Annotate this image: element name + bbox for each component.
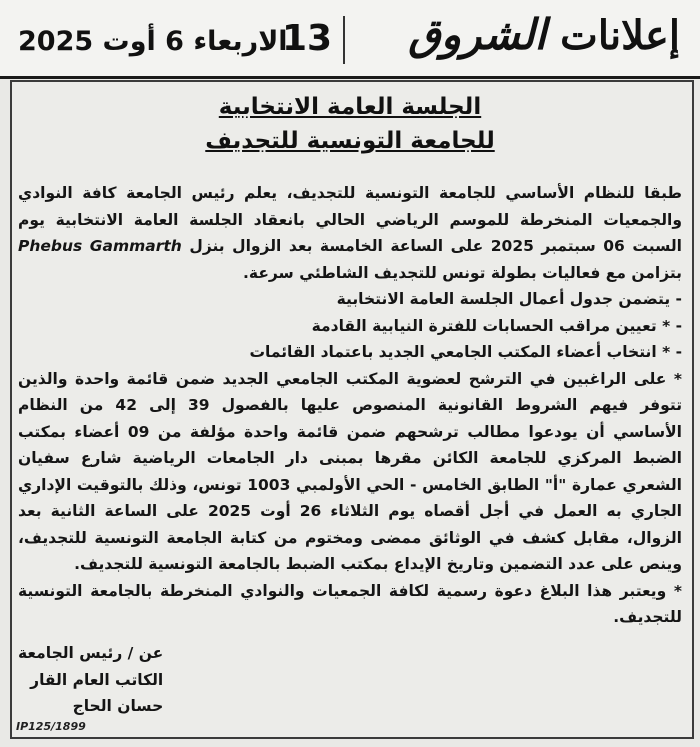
signature-name: حسان الحاج bbox=[72, 697, 164, 715]
venue-name: Phebus Gammarth bbox=[18, 237, 182, 255]
notice-title-line1: الجلسة العامة الانتخابية bbox=[218, 94, 482, 120]
notice-paragraph-3: * ويعتبر هذا البلاغ دعوة رسمية لكافة الجمعيات والنوادي المنخرطة بالجامعة التونسية للتجديف. bbox=[18, 581, 682, 626]
ad-reference: IP125/1899 bbox=[16, 720, 86, 733]
agenda-item: - * تعيين مراقب الحسابات للفترة النيابية القادمة bbox=[311, 316, 682, 335]
header-divider bbox=[343, 16, 345, 64]
notice-paragraph-2: * على الراغبين في الترشح لعضوية المكتب الجامعي الجديد ضمن قائمة واحدة والذين تتوفر فيهم الشروط القانونية المنصوص عليها بالفصول 39 إلى 42 من النظام الأساسي أن يودعوا مطالب ترشحهم ضمن قائمة واحدة مؤلفة من 09 أعضاء بمكتب الضبط المركزي للجامعة الكائن مقرها بمبنى دار الجامعات الرياضية شارع سفيان الشعري عمارة "أ" الطابق الخامس - الحي الأولمبي 1003 تونس، وذلك بالتوقيت الإداري الجاري به العمل في أجل أقصاه يوم الثلاثاء 26 أوت 2025 على الساعة الثانية بعد الزوال، مقابل كشف في الوثائق ممضى ومختوم من كتابة الجامعة التونسية للتجديف، وينص على عدد التضمين وتاريخ الإيداع بمكتب الضبط بالجامعة التونسية للتجديف. bbox=[18, 369, 683, 573]
page-number: 13 bbox=[282, 18, 333, 59]
agenda-item: - * انتخاب أعضاء المكتب الجامعي الجديد باعتماد القائمات bbox=[249, 343, 682, 361]
signature-block bbox=[18, 640, 163, 720]
issue-date: الاربعاء 6 أوت 2025 bbox=[18, 26, 288, 57]
signature-line: الكاتب العام القار bbox=[30, 670, 164, 689]
notice-paragraph-1: طبقا للنظام الأساسي للجامعة التونسية للتجديف، يعلم رئيس الجامعة كافة النوادي والجمعيات المنخرطة للموسم الرياضي الحالي بانعقاد الجلسة العامة الانتخابية يوم السبت 06 سبتمبر 2025 على الساعة الخامسة بعد الزوال بنزل Phebus Gammarth بتزامن مع فعاليات بطولة تونس للتجديف الشاطئي سرعة. bbox=[18, 184, 682, 282]
agenda-item: - يتضمن جدول أعمال الجلسة العامة الانتخابية bbox=[336, 290, 682, 308]
notice-title bbox=[0, 90, 700, 158]
section-label: إعلانات bbox=[560, 12, 680, 59]
section-title bbox=[400, 10, 680, 59]
notice-title-line2: للجامعة التونسية للتجديف bbox=[205, 128, 495, 154]
notice-body bbox=[18, 180, 682, 631]
signature-line: عن / رئيس الجامعة bbox=[18, 644, 164, 662]
newspaper-header bbox=[0, 0, 700, 79]
newspaper-brand: الشروق bbox=[408, 10, 547, 59]
